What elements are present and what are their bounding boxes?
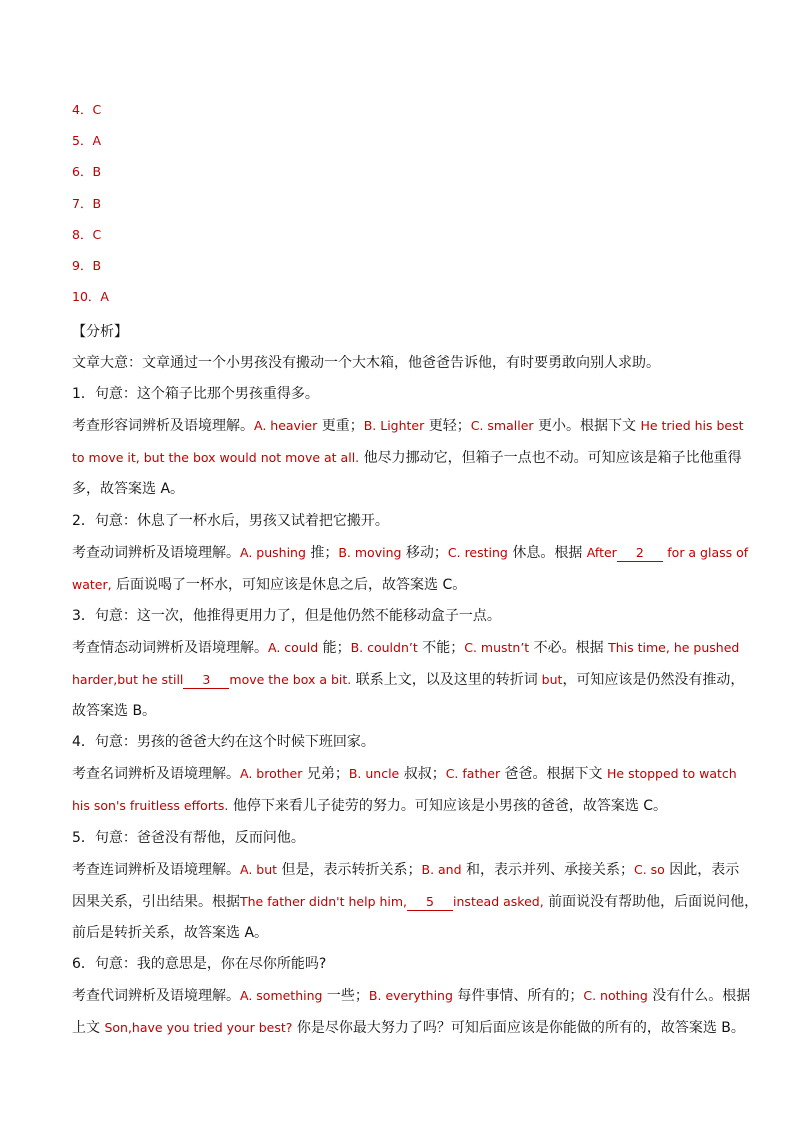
q5-line3: 前后是转折关系，故答案选 A。 [72, 924, 269, 941]
blank-5: 5 [407, 894, 453, 911]
answer-item: 5．A [72, 133, 102, 149]
q6-title: 6．句意：我的意思是，你在尽你所能吗? [72, 955, 327, 972]
q3-line3: 故答案选 B。 [72, 703, 157, 720]
q1-line2: to move it, but the box would not move at all. 他尽力挪动它，但箱子一点也不动。可知应该是箱子比他重得 [72, 450, 742, 467]
answer-list [72, 99, 109, 317]
q3-title: 3．句意：这一次，他推得更用力了，但是他仍然不能移动盒子一点。 [72, 607, 501, 624]
q5-title: 5．句意：爸爸没有帮他，反而问他。 [72, 829, 305, 846]
q2-line1: 考查动词辨析及语境理解。A. pushing 推；B. moving 移动；C. resting 休息。根据 After 2 for a glass of [72, 544, 749, 561]
q5-line2: 因果关系，引出结果。根据The father didn't help him, 5 instead asked, 前面说没有帮助他，后面说问他， [72, 893, 759, 910]
q4-title: 4．句意：男孩的爸爸大约在这个时候下班回家。 [72, 734, 375, 751]
summary: 文章大意：文章通过一个小男孩没有搬动一个大木箱，他爸爸告诉他，有时要勇敢向别人求助。 [72, 355, 660, 372]
q6-line1: 考查代词辨析及语境理解。A. something 一些；B. everything 每件事情、所有的；C. nothing 没有什么。根据 [72, 987, 751, 1004]
analysis-heading: 【分析】 [72, 324, 128, 340]
answer-item: 6．B [72, 164, 102, 180]
q6-line2: 上文 Son,have you tried your best? 你是尽你最大努力了吗？可知后面应该是你能做的所有的，故答案选 B。 [72, 1020, 745, 1037]
q5-line1: 考查连词辨析及语境理解。A. but 但是，表示转折关系；B. and 和，表示并列、承接关系；C. so 因此，表示 [72, 861, 740, 878]
answer-item: 4．C [72, 102, 102, 117]
q3-line2: harder,but he still 3 move the box a bit. 联系上文，以及这里的转折词 but，可知应该是仍然没有推动， [72, 672, 745, 689]
answer-item: 8．C [72, 226, 102, 242]
q2-line2: water, 后面说喝了一杯水，可知应该是休息之后，故答案选 C。 [72, 576, 467, 593]
q1-title: 1．句意：这个箱子比那个男孩重得多。 [72, 386, 319, 403]
q3-line1: 考查情态动词辨析及语境理解。A. could 能；B. couldn’t 不能；C. mustn’t 不必。根据 This time, he pushed [72, 639, 740, 656]
blank-3: 3 [183, 672, 229, 689]
analysis-body [72, 317, 759, 1044]
answer-item: 9．B [72, 257, 102, 273]
q4-line2: his son's fruitless efforts. 他停下来看儿子徒劳的努力。可知应该是小男孩的爸爸，故答案选 C。 [72, 798, 668, 815]
blank-2: 2 [617, 545, 663, 562]
answer-item: 10．A [72, 289, 109, 305]
q1-line1: 考查形容词辨析及语境理解。A. heavier 更重；B. Lighter 更轻；C. smaller 更小。根据下文 He tried his best [72, 418, 744, 435]
q2-title: 2．句意：休息了一杯水后，男孩又试着把它搬开。 [72, 512, 389, 529]
q4-line1: 考查名词辨析及语境理解。A. brother 兄弟；B. uncle 叔叔；C. father 爸爸。根据下文 He stopped to watch [72, 766, 737, 783]
answer-item: 7．B [72, 195, 102, 211]
q1-line3: 多，故答案选 A。 [72, 481, 185, 498]
